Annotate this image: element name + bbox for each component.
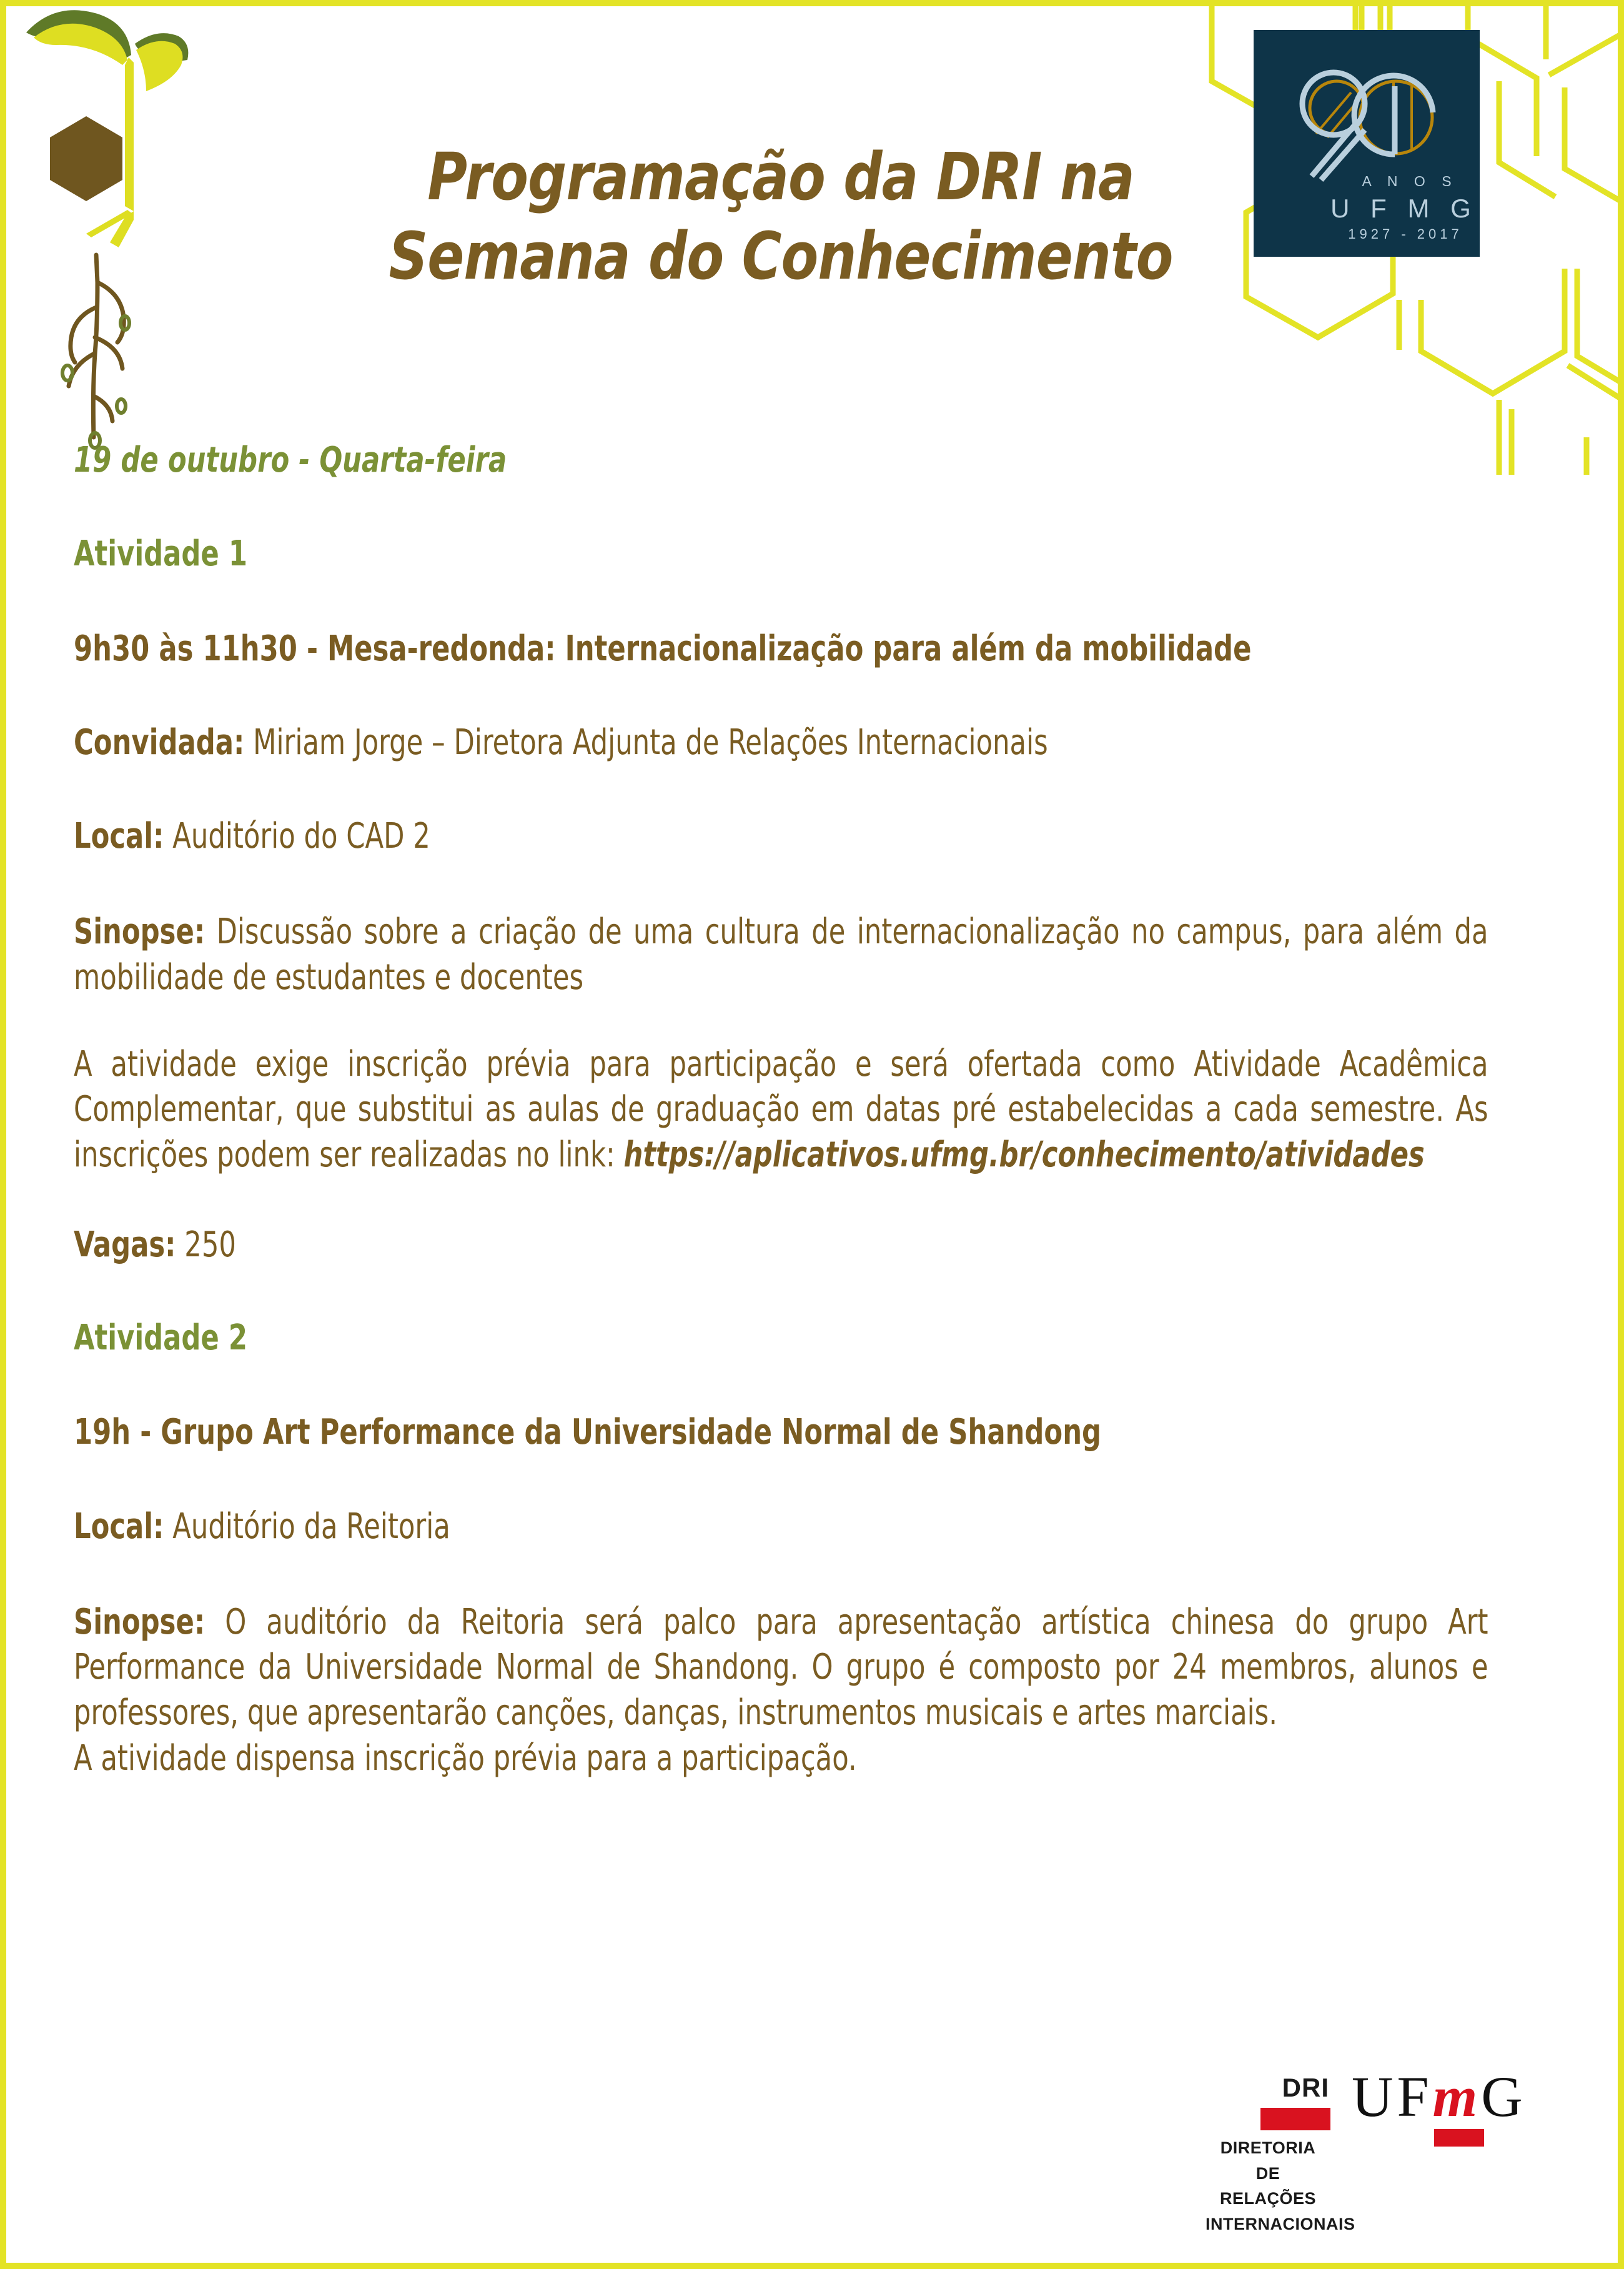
activity-2-heading: Atividade 2 [74,1318,248,1359]
border-bottom [0,2263,1624,2269]
dri-subtitle-line-2: DE RELAÇÕES [1219,2163,1317,2208]
ufmg-logo [1352,2062,1527,2128]
registration-link[interactable]: https://aplicativos.ufmg.br/conhecimento/atividades [623,1134,1425,1176]
poster-body [74,440,1492,1823]
activity-1-registration-note [74,1042,1488,1178]
border-left [0,0,6,2269]
guest-label: Convidada: [74,722,245,763]
title-line-2: Semana do Conhecimento [389,217,1173,294]
ufmg-90-anos-badge-icon [1254,30,1480,257]
seedling-logo-icon [17,0,230,450]
local-label: Local: [74,815,164,856]
activity-1-time-title: 9h30 às 11h30 - Mesa-redonda: Internacionalização para além da mobilidade [74,628,1252,669]
guest-value: Miriam Jorge – Diretora Adjunta de Relações Internacionais [244,722,1048,763]
activity-2-time-title: 19h - Grupo Art Performance da Universidade Normal de Shandong [74,1412,1102,1453]
dri-red-bar-icon [1260,2108,1330,2130]
ufmg-letter-u: U [1352,2065,1397,2128]
activity-2-local [74,1506,1488,1547]
sinopse-value: O auditório da Reitoria será palco para apresentação artística chinesa do grupo Art Performance da Universidade Normal de Shandong. O grupo é composto por 24 membros, alunos e professores, que apresentarão canções, danças, instrumentos musicais e artes marciais. [74,1601,1488,1734]
dri-subtitle [1206,2135,1355,2237]
activity-1-local [74,816,1488,857]
badge-anos-label: A N O S [1362,173,1458,189]
activity-1-heading: Atividade 1 [74,534,248,575]
dri-logo [1206,2062,1355,2237]
local-value: Auditório do CAD 2 [164,815,430,856]
title-line-1: Programação da DRI na [427,139,1134,215]
date-heading: 19 de outubro - Quarta-feira [74,440,507,480]
ufmg-letter-m: m [1432,2065,1482,2128]
activity-1-vagas [74,1224,1488,1266]
activity-2-sinopse [74,1600,1488,1736]
sinopse-label: Sinopse: [74,911,205,953]
ufmg-letter-g: G [1481,2065,1527,2128]
ufmg-letter-f: F [1397,2065,1433,2128]
border-right [1618,0,1624,2269]
sinopse-value: Discussão sobre a criação de uma cultura de internacionalização no campus, para além da mobilidade de estudantes e docentes [74,911,1488,998]
ufmg-red-bar-icon [1434,2129,1484,2147]
badge-ufmg-label: U F M G [1330,194,1478,223]
activity-2-extra-note: A atividade dispensa inscrição prévia para a participação. [74,1738,857,1779]
local-value: Auditório da Reitoria [164,1506,450,1547]
registration-note-text: A atividade exige inscrição prévia para participação e será ofertada como Atividade Acadêmica Complementar, que substitui as aulas de graduação em datas pré estabelecidas a cada semestre. As inscrições podem ser realizadas no link: [74,1043,1488,1176]
ufmg-wordmark [1352,2065,1527,2128]
activity-1-sinopse [74,910,1488,1001]
vagas-label: Vagas: [74,1224,176,1265]
dri-subtitle-line-3: INTERNACIONAIS [1206,2214,1355,2233]
poster-title [369,137,1194,296]
vagas-value: 250 [176,1224,236,1265]
dri-subtitle-line-1: DIRETORIA [1220,2138,1316,2157]
footer-logos [1206,2062,1580,2233]
local-label: Local: [74,1506,164,1547]
sinopse-label: Sinopse: [74,1601,205,1642]
activity-1-guest [74,722,1488,763]
border-top [0,0,1624,6]
badge-years-label: 1927 - 2017 [1348,226,1463,242]
dri-acronym-label: DRI [1282,2073,1329,2102]
